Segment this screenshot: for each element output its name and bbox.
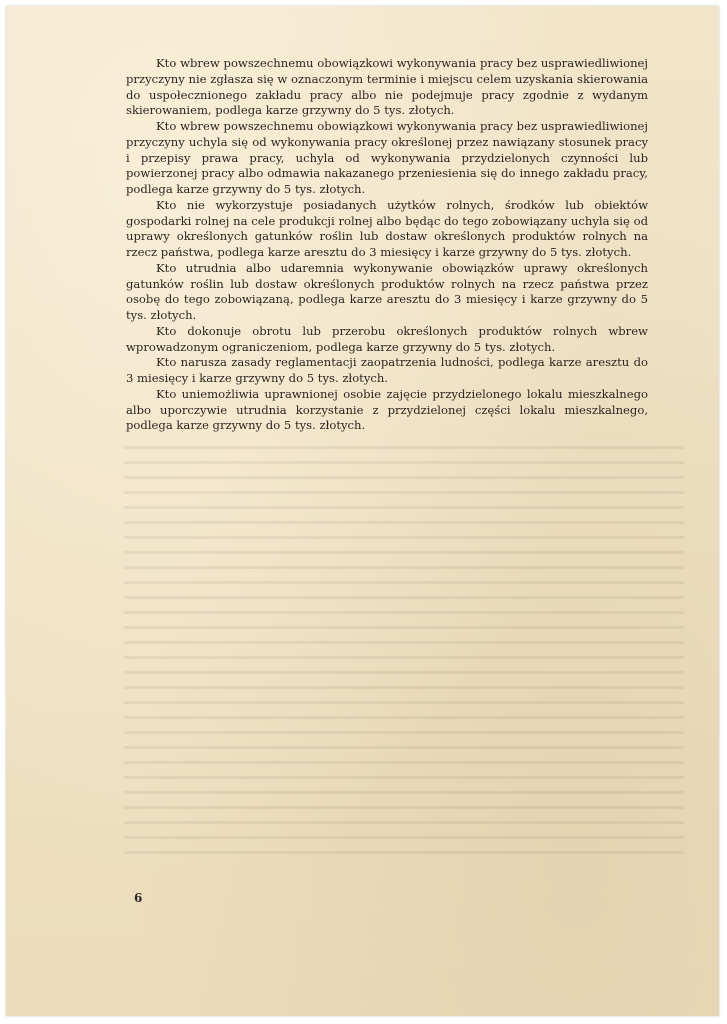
paragraph-5: Kto dokonuje obrotu lub przerobu określonych produktów rolnych wbrew wprowadzonym ograniczeniom, podlega karze grzywny do 5 tys. złotych. (126, 323, 648, 354)
paragraph-2: Kto wbrew powszechnemu obowiązkowi wykonywania pracy bez usprawiedliwionej przyczyny uchyla się od wykonywania pracy określonej przez nawiązany stosunek pracy i przepisy prawa pracy, uchyla od wykonywania przydzielonych czynności lub powierzonej pracy albo odmawia nakazanego przeniesienia się do innego zakładu pracy, podlega karze grzywny do 5 tys. złotych. (126, 119, 648, 196)
page-number: 6 (134, 891, 143, 905)
paragraph-3: Kto nie wykorzystuje posiadanych użytków rolnych, środków lub obiektów gospodarki rolnej na cele produkcji rolnej albo będąc do tego zobowiązany uchyla się od uprawy określonych gatunków roślin lub dostaw określonych produktów rolnych na rzecz państwa, podlega karze aresztu do 3 miesięcy i karze grzywny do 5 tys. złotych. (126, 197, 648, 259)
body-text (126, 56, 648, 434)
paragraph-6: Kto narusza zasady reglamentacji zaopatrzenia ludności, podlega karze aresztu do 3 miesięcy i karze grzywny do 5 tys. złotych. (126, 355, 648, 385)
paragraph-7: Kto uniemożliwia uprawnionej osobie zajęcie przydzielonego lokalu mieszkalnego albo uporczywie utrudnia korzystanie z przydzielonej części lokalu mieszkalnego, podlega karze grzywny do 5 tys. złotych. (126, 386, 648, 433)
paragraph-4: Kto utrudnia albo udaremnia wykonywanie obowiązków uprawy określonych gatunków roślin lub dostaw określonych produktów rolnych na rzecz państwa przez osobę do tego zobowiązaną, podlega karze aresztu do 3 miesięcy i karze grzywny do 5 tys. złotych. (126, 260, 648, 322)
reverse-side-bleed-through (124, 446, 684, 866)
paper-sheet (6, 6, 719, 1016)
paragraph-1: Kto wbrew powszechnemu obowiązkowi wykonywania pracy bez usprawiedliwionej przyczyny nie zgłasza się w oznaczonym terminie i miejscu celem uzyskania skierowania do uspołecznionego zakładu pracy albo nie podejmuje pracy zgodnie z wydanym skierowaniem, podlega karze grzywny do 5 tys. złotych. (126, 56, 648, 118)
